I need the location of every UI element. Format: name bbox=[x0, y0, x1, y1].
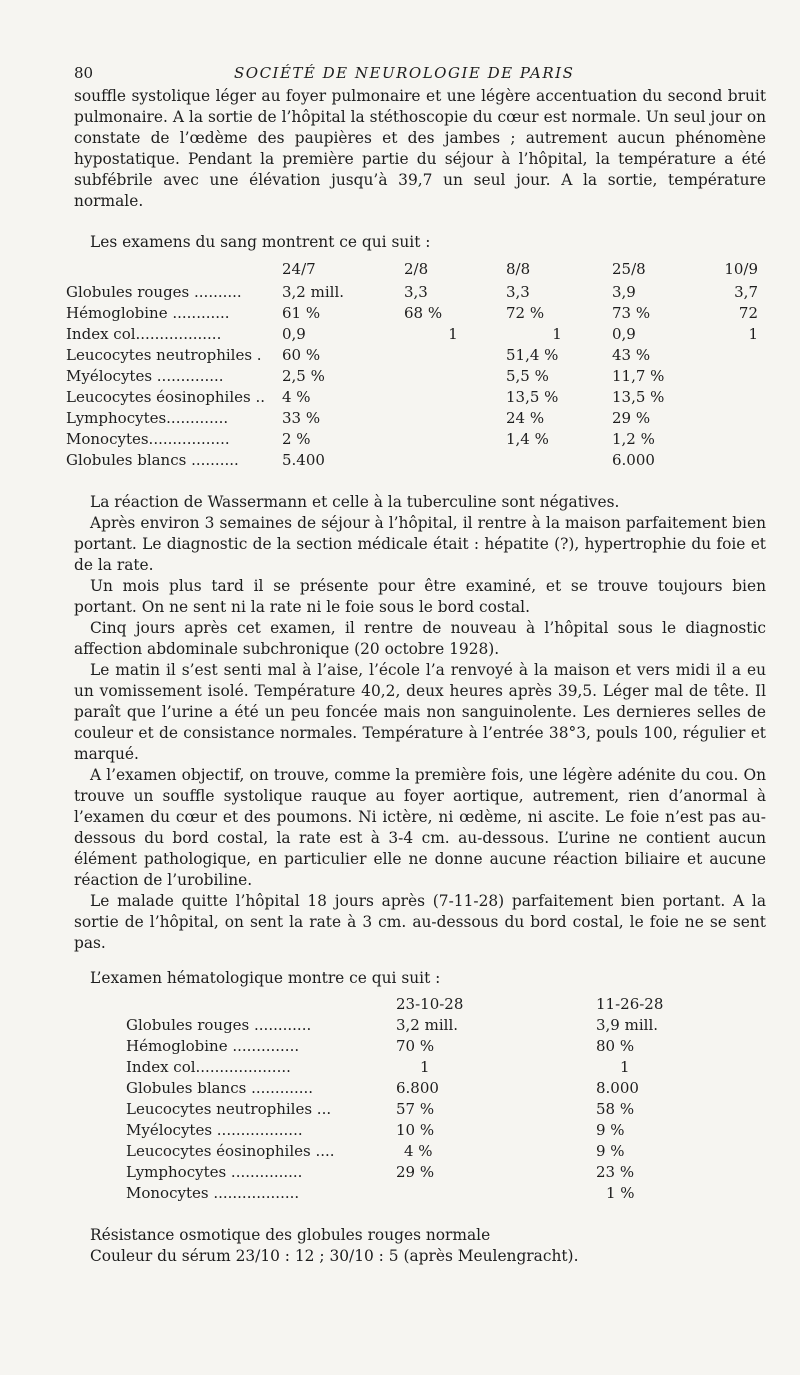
table1-cell: 24 % bbox=[506, 408, 545, 427]
table2-date: 23-10-28 bbox=[396, 994, 464, 1013]
table2-row bbox=[126, 1056, 720, 1077]
blood-table-2 bbox=[126, 993, 720, 1203]
table1-cell: 0,9 bbox=[282, 324, 306, 343]
table2-cell: 80 % bbox=[596, 1036, 635, 1055]
table2-row bbox=[126, 1077, 720, 1098]
table2-cell: 1 bbox=[420, 1057, 430, 1076]
table2-cell: 1 % bbox=[606, 1183, 635, 1202]
table1-row bbox=[66, 302, 758, 323]
table2-cell: 58 % bbox=[596, 1099, 635, 1118]
table1-cell: 3,3 bbox=[506, 282, 530, 301]
page-header bbox=[74, 64, 766, 86]
table1-date: 10/9 bbox=[724, 260, 758, 278]
table2-cell: 8.000 bbox=[596, 1078, 639, 1097]
table2-label: Leucocytes neutrophiles ... bbox=[126, 1099, 332, 1118]
paragraph: Le matin il s’est senti mal à l’aise, l’école l’a renvoyé à la maison et vers midi il a eu un vomissement isolé. Température 40,2, deux heures après 39,5. Léger mal de tête. Il paraît que l’urine a été un peu foncée mais non sanguinolente. Les dernieres selles de couleur et de consistance normales. Température à l’entrée 38°3, pouls 100, régulier et marqué. bbox=[74, 661, 766, 763]
table1-cell: 61 % bbox=[282, 303, 321, 322]
table1-cell: 3,2 mill. bbox=[282, 282, 345, 301]
table2-label: Monocytes .................. bbox=[126, 1183, 300, 1202]
table1-cell: 73 % bbox=[612, 303, 651, 322]
table1-cell: 68 % bbox=[404, 303, 443, 322]
osmotic-line: Résistance osmotique des globules rouges normale bbox=[90, 1226, 491, 1244]
table1-cell: 2,5 % bbox=[282, 366, 325, 385]
table1-date: 24/7 bbox=[282, 260, 316, 278]
table2-cell: 23 % bbox=[596, 1162, 635, 1181]
table1-cell: 5.400 bbox=[282, 450, 325, 469]
table1-cell: 33 % bbox=[282, 408, 321, 427]
table1-label: Myélocytes .............. bbox=[66, 366, 224, 385]
table2-row bbox=[126, 1119, 720, 1140]
table2-cell: 29 % bbox=[396, 1162, 435, 1181]
paragraph: Après environ 3 semaines de séjour à l’hôpital, il rentre à la maison parfaitement bien portant. Le diagnostic de la section médicale était : hépatite (?), hypertrophie du foie et de la rate. bbox=[74, 514, 766, 574]
table1-cell: 6.000 bbox=[612, 450, 655, 469]
table2-cell: 57 % bbox=[396, 1099, 435, 1118]
blood-table-1 bbox=[66, 257, 758, 470]
table1-date: 2/8 bbox=[404, 260, 429, 278]
table1-cell: 13,5 % bbox=[506, 387, 559, 406]
table1-cell: 1 bbox=[448, 324, 458, 343]
table1-cell: 1,2 % bbox=[612, 429, 655, 448]
table1-cell: 1,4 % bbox=[506, 429, 549, 448]
table2-cell: 9 % bbox=[596, 1141, 625, 1160]
table1-cell: 13,5 % bbox=[612, 387, 665, 406]
table2-cell: 3,9 mill. bbox=[596, 1015, 659, 1034]
table2-cell: 6.800 bbox=[396, 1078, 439, 1097]
table2-label: Myélocytes .................. bbox=[126, 1120, 303, 1139]
paragraph: La réaction de Wassermann et celle à la tuberculine sont négatives. bbox=[90, 493, 620, 511]
table1-cell bbox=[400, 407, 502, 428]
table1-cell bbox=[712, 386, 758, 407]
table1-label: Index col.................. bbox=[66, 324, 222, 343]
serum-color-line: Couleur du sérum 23/10 : 12 ; 30/10 : 5 (après Meulengracht). bbox=[90, 1247, 579, 1265]
table1-label: Lymphocytes............. bbox=[66, 408, 229, 427]
table1-cell: 72 bbox=[738, 303, 758, 322]
table2-cell bbox=[380, 1182, 596, 1203]
paragraph: Cinq jours après cet examen, il rentre de nouveau à l’hôpital sous le diagnostic affection abdominale subchronique (20 octobre 1928). bbox=[74, 619, 766, 658]
table1-label: Monocytes................. bbox=[66, 429, 230, 448]
table2-header-row bbox=[126, 993, 720, 1014]
table2-cell: 1 bbox=[620, 1057, 630, 1076]
table2-row bbox=[126, 1014, 720, 1035]
running-head: SOCIÉTÉ DE NEUROLOGIE DE PARIS bbox=[234, 64, 575, 82]
table1-cell: 0,9 bbox=[612, 324, 636, 343]
table1-row bbox=[66, 344, 758, 365]
table1-cell: 29 % bbox=[612, 408, 651, 427]
table1-row bbox=[66, 365, 758, 386]
table2-cell: 3,2 mill. bbox=[396, 1015, 459, 1034]
table1-row bbox=[66, 407, 758, 428]
table1-cell: 4 % bbox=[282, 387, 311, 406]
paragraph-continued: souffle systolique léger au foyer pulmonaire et une légère accentuation du second bruit pulmonaire. A la sortie de l’hôpital la stéthoscopie du cœur est normale. Un seul jour on constate de l’œdème des paupières et des jambes ; autrement aucun phénomène hypostatique. Pendant la première partie du séjour à l’hôpital, la température a été subfébrile avec une élévation jusqu’à 39,7 un seul jour. A la sortie, température normale. bbox=[74, 87, 766, 210]
table2-label: Index col.................... bbox=[126, 1057, 291, 1076]
table1-cell: 2 % bbox=[282, 429, 311, 448]
table1-cell: 3,3 bbox=[404, 282, 428, 301]
table1-cell: 11,7 % bbox=[612, 366, 665, 385]
table2-intro: L’examen hématologique montre ce qui suit : bbox=[90, 969, 441, 987]
paragraph: Le malade quitte l’hôpital 18 jours après (7-11-28) parfaitement bien portant. A la sortie de l’hôpital, on sent la rate à 3 cm. au-dessous du bord costal, le foie ne se sent pas. bbox=[74, 892, 766, 952]
table2-cell: 10 % bbox=[396, 1120, 435, 1139]
table1-intro: Les examens du sang montrent ce qui suit : bbox=[90, 233, 431, 251]
table1-cell: 43 % bbox=[612, 345, 651, 364]
table1-row bbox=[66, 428, 758, 449]
table1-cell bbox=[400, 428, 502, 449]
table2-cell: 70 % bbox=[396, 1036, 435, 1055]
table1-cell: 1 bbox=[748, 324, 758, 343]
table1-label: Leucocytes neutrophiles . bbox=[66, 345, 262, 364]
table1-label: Leucocytes éosinophiles .. bbox=[66, 387, 266, 406]
table1-cell bbox=[712, 428, 758, 449]
table2-date: 11-26-28 bbox=[596, 994, 664, 1013]
table2-row bbox=[126, 1098, 720, 1119]
table1-cell bbox=[400, 449, 502, 470]
table2-row bbox=[126, 1140, 720, 1161]
table1-cell bbox=[502, 449, 608, 470]
table1-cell: 60 % bbox=[282, 345, 321, 364]
table1-cell: 3,7 bbox=[734, 282, 758, 301]
table1-cell: 3,9 bbox=[612, 282, 636, 301]
table1-row bbox=[66, 281, 758, 302]
table2-row bbox=[126, 1035, 720, 1056]
table2-row bbox=[126, 1182, 720, 1203]
table1-label: Hémoglobine ............ bbox=[66, 303, 230, 322]
table1-label: Globules blancs .......... bbox=[66, 450, 239, 469]
table1-cell bbox=[712, 449, 758, 470]
paragraph: A l’examen objectif, on trouve, comme la première fois, une légère adénite du cou. On trouve un souffle systolique rauque au foyer aortique, autrement, rien d’anormal à l’examen du cœur et des poumons. Ni ictère, ni œdème, ni ascite. Le foie n’est pas au-dessous du bord costal, la rate est à 3-4 cm. au-dessous. L’urine ne contient aucun élément pathologique, en particulier elle ne donne aucune réaction biliaire et aucune réaction de l’urobiline. bbox=[74, 766, 766, 889]
table2-label: Leucocytes éosinophiles .... bbox=[126, 1141, 335, 1160]
table2-label: Globules blancs ............. bbox=[126, 1078, 314, 1097]
table1-cell bbox=[712, 344, 758, 365]
table1-row bbox=[66, 449, 758, 470]
table2-cell: 9 % bbox=[596, 1120, 625, 1139]
table1-header-row bbox=[66, 257, 758, 281]
table1-row bbox=[66, 323, 758, 344]
table1-cell: 51,4 % bbox=[506, 345, 559, 364]
page bbox=[66, 64, 766, 1267]
table1-cell bbox=[400, 344, 502, 365]
table2-row bbox=[126, 1161, 720, 1182]
table1-cell bbox=[712, 365, 758, 386]
table1-cell bbox=[400, 365, 502, 386]
table1-date: 8/8 bbox=[506, 260, 531, 278]
table2-label: Globules rouges ............ bbox=[126, 1015, 312, 1034]
table1-cell: 1 bbox=[552, 324, 562, 343]
table1-row bbox=[66, 386, 758, 407]
table1-cell: 5,5 % bbox=[506, 366, 549, 385]
table1-label: Globules rouges .......... bbox=[66, 282, 242, 301]
table2-cell: 4 % bbox=[404, 1141, 433, 1160]
paragraph: Un mois plus tard il se présente pour être examiné, et se trouve toujours bien portant. On ne sent ni la rate ni le foie sous le bord costal. bbox=[74, 577, 766, 616]
table1-cell: 72 % bbox=[506, 303, 545, 322]
page-number: 80 bbox=[74, 64, 94, 82]
table1-cell bbox=[400, 386, 502, 407]
table1-cell bbox=[712, 407, 758, 428]
table2-label: Lymphocytes ............... bbox=[126, 1162, 303, 1181]
table1-date: 25/8 bbox=[612, 260, 646, 278]
table2-label: Hémoglobine .............. bbox=[126, 1036, 300, 1055]
